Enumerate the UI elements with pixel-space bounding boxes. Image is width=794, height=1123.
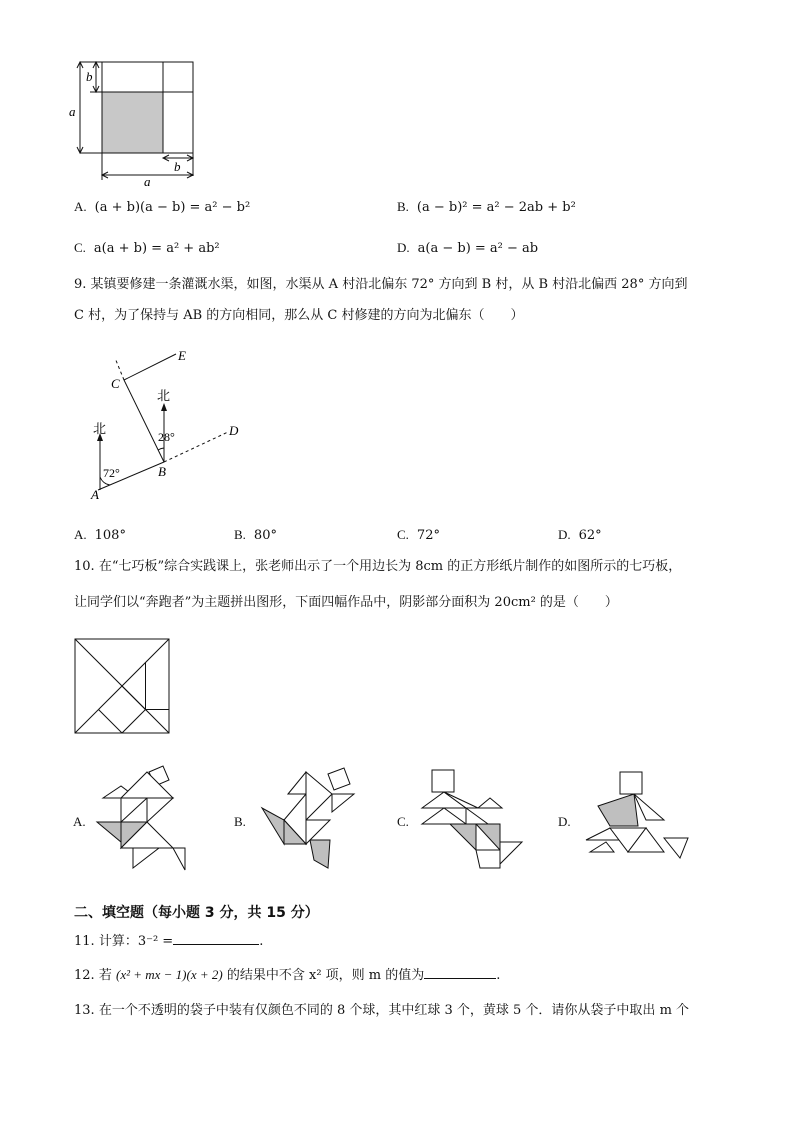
- q10-option-b[interactable]: [234, 814, 254, 830]
- option-label: D.: [558, 527, 571, 542]
- label-b-bottom: b: [174, 159, 181, 174]
- runner-b: [258, 764, 358, 876]
- label-north-2: 北: [157, 389, 171, 404]
- q10-number: 10.: [74, 559, 95, 574]
- q9-option-c[interactable]: [397, 527, 440, 543]
- q12-number: 12.: [74, 968, 95, 983]
- shaded-square: [102, 92, 163, 153]
- q11-number: 11.: [74, 934, 95, 949]
- label-C: C: [111, 376, 120, 391]
- q10-option-a[interactable]: [73, 814, 94, 830]
- section-title: 二、填空题（每小题 3 分，共 15 分）: [74, 905, 319, 921]
- q8-option-c[interactable]: [74, 240, 220, 256]
- runner-d: [584, 770, 696, 866]
- q12-answer-blank[interactable]: [424, 968, 496, 979]
- label-a-left: a: [69, 104, 76, 119]
- q8-option-a[interactable]: [74, 199, 250, 215]
- q12: 12. 若 (x² + mx − 1)(x + 2) 的结果中不含 x² 项，则 m 的值为 .: [74, 967, 501, 983]
- option-label: D.: [558, 814, 571, 829]
- q10-option-d[interactable]: [558, 814, 579, 830]
- q8-option-d[interactable]: [397, 240, 538, 256]
- q12-expression: (x² + mx − 1)(x + 2): [115, 967, 223, 982]
- q13: [74, 1004, 689, 1017]
- q9-line1: [74, 278, 687, 291]
- option-text: a(a − b) = a² − ab: [417, 241, 539, 256]
- q13-text: 在一个不透明的袋子中装有仅颜色不同的 8 个球，其中红球 3 个，黄球 5 个．请你从袋子中取出 m 个: [98, 1003, 690, 1018]
- q11-answer-blank[interactable]: [173, 934, 259, 945]
- q9-figure: [88, 344, 258, 502]
- label-b-top: b: [86, 69, 93, 84]
- q10-line2: [74, 596, 618, 609]
- q8-option-b[interactable]: [397, 199, 576, 215]
- option-label: A.: [74, 199, 87, 214]
- option-text: 80°: [253, 528, 277, 543]
- q9-number: 9.: [74, 277, 87, 292]
- label-B: B: [158, 464, 166, 479]
- q12-prefix: 若: [98, 968, 112, 983]
- q9-line2: [74, 309, 524, 322]
- option-text: 108°: [94, 528, 126, 543]
- tangram-square: [74, 638, 170, 734]
- option-text: 72°: [416, 528, 440, 543]
- q11: 11. 计算：3⁻² = .: [74, 934, 264, 949]
- option-label: C.: [397, 527, 409, 542]
- label-D: D: [229, 423, 239, 438]
- runner-a: [93, 762, 193, 874]
- label-a-bottom: a: [144, 174, 151, 188]
- q9-option-d[interactable]: [558, 527, 602, 543]
- option-label: B.: [234, 527, 246, 542]
- option-text: (a + b)(a − b) = a² − b²: [94, 200, 251, 215]
- q9-option-a[interactable]: [74, 527, 126, 543]
- runner-c: [418, 768, 524, 872]
- option-text: (a − b)² = a² − 2ab + b²: [416, 200, 576, 215]
- q9-option-b[interactable]: [234, 527, 277, 543]
- option-label: A.: [73, 814, 86, 829]
- q9-text-1: 某镇要修建一条灌溉水渠，如图，水渠从 A 村沿北偏东 72° 方向到 B 村，从 B 村沿北偏西 28° 方向到: [90, 277, 688, 292]
- label-angle-28: 28°: [158, 430, 175, 444]
- q12-middle: 的结果中不含 x² 项，则 m 的值为: [226, 968, 425, 983]
- q10-text-1: 在“七巧板”综合实践课上，张老师出示了一个用边长为 8cm 的正方形纸片制作的如图所示的七巧板，: [98, 559, 682, 574]
- q10-line1: [74, 560, 681, 573]
- label-A: A: [91, 487, 99, 502]
- option-label: B.: [397, 199, 409, 214]
- q10-text-2: 让同学们以“奔跑者”为主题拼出图形，下面四幅作品中，阴影部分面积为 20cm² 的是（ ）: [74, 595, 618, 610]
- option-label: A.: [74, 527, 87, 542]
- option-label: C.: [74, 240, 86, 255]
- option-text: a(a + b) = a² + ab²: [93, 241, 220, 256]
- label-north-1: 北: [93, 422, 107, 437]
- q13-number: 13.: [74, 1003, 95, 1018]
- option-label: B.: [234, 814, 246, 829]
- option-label: C.: [397, 814, 409, 829]
- label-E: E: [178, 348, 186, 363]
- option-text: 62°: [578, 528, 602, 543]
- q9-text-2: C 村，为了保持与 AB 的方向相同，那么从 C 村修建的方向为北偏东（ ）: [74, 308, 524, 323]
- q10-option-c[interactable]: [397, 814, 417, 830]
- q11-text: 计算：3⁻² =: [98, 934, 174, 949]
- option-label: D.: [397, 240, 410, 255]
- q8-figure: [66, 58, 201, 188]
- label-angle-72: 72°: [103, 466, 120, 480]
